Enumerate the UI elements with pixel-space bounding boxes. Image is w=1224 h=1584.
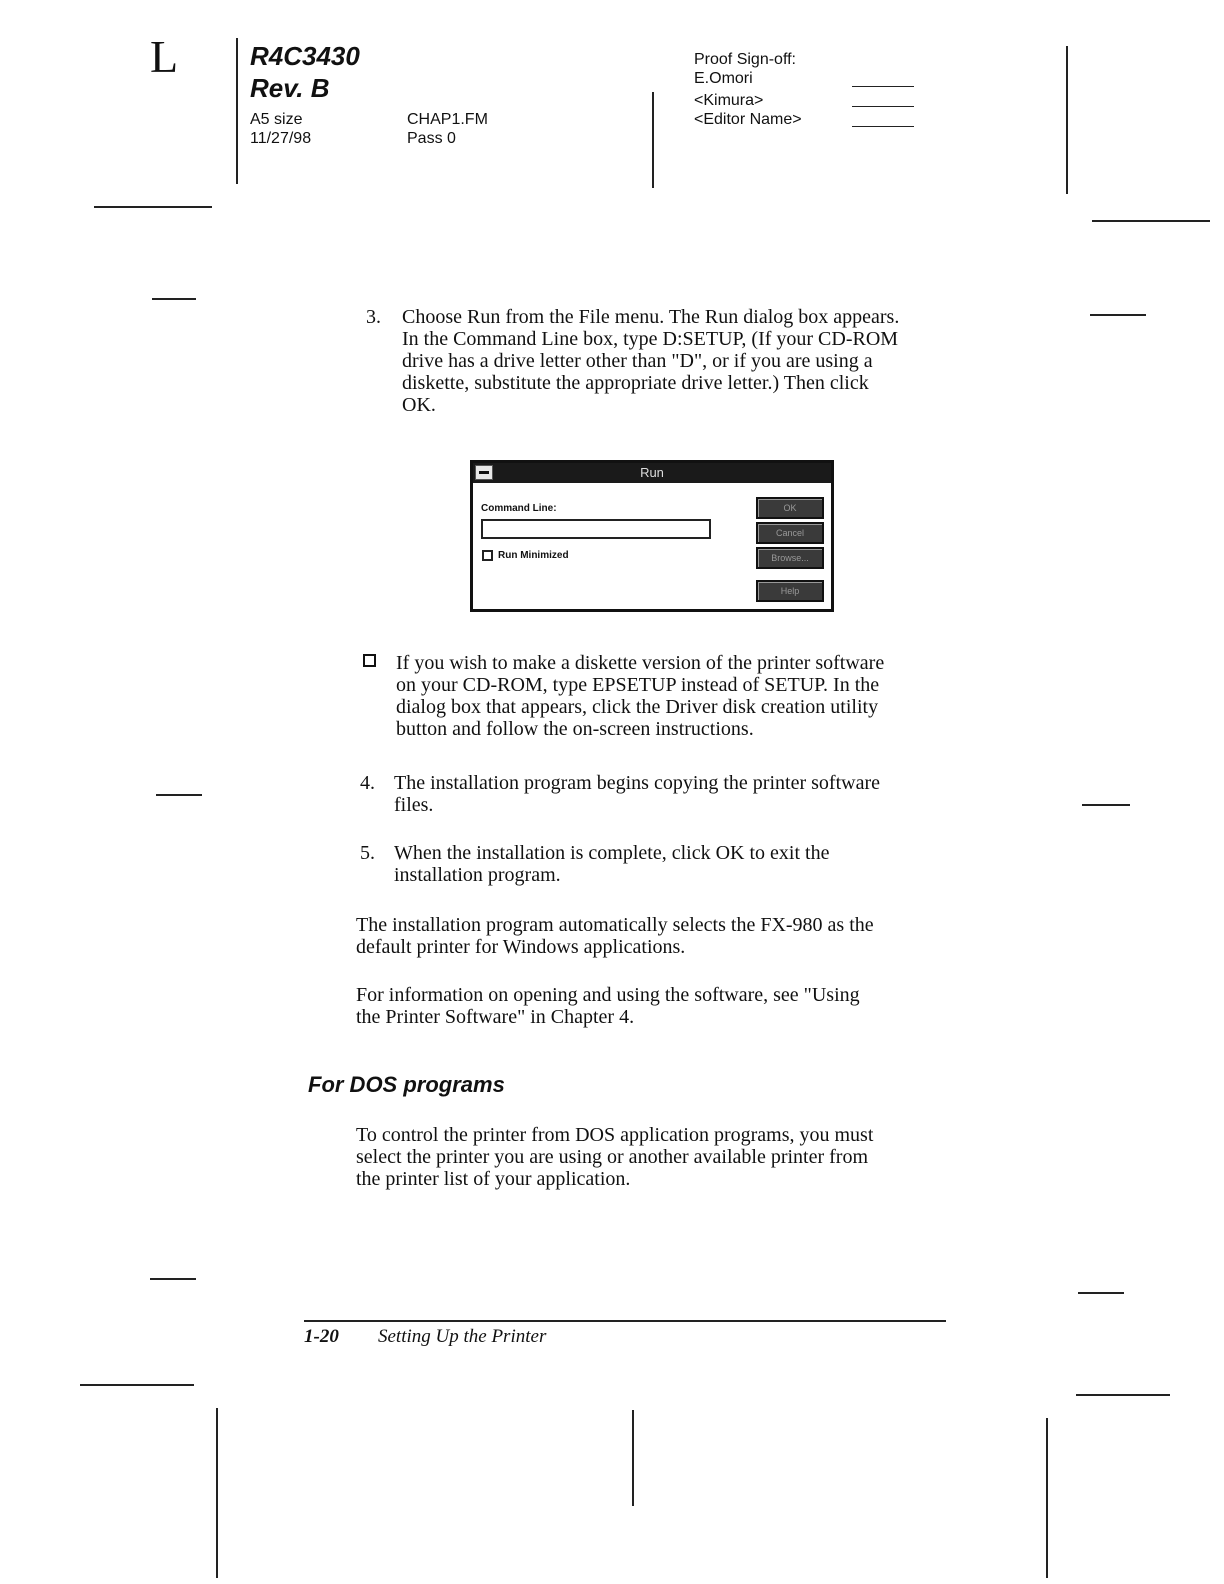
text-line: on your CD-ROM, type EPSETUP instead of SETUP. In the: [396, 674, 880, 696]
command-line-input[interactable]: [481, 519, 711, 539]
step-number: 4.: [360, 772, 375, 794]
margin-mark: [1082, 804, 1130, 806]
text-line: If you wish to make a diskette version of the printer software: [396, 652, 885, 674]
text-line: the printer list of your application.: [356, 1168, 631, 1190]
text-line: dialog box that appears, click the Driver disk creation utility: [396, 696, 879, 718]
run-dialog: [470, 460, 834, 612]
signoff-line-1: [852, 86, 914, 87]
text-line: default printer for Windows applications.: [356, 936, 686, 958]
dialog-title-bar: [473, 463, 831, 483]
header-divider-middle: [652, 92, 654, 188]
step-5: [360, 842, 960, 886]
checkbox-bullet-icon: [362, 652, 378, 674]
ok-button[interactable]: OK: [756, 497, 824, 519]
margin-mark: [150, 1278, 196, 1280]
text-line: To control the printer from DOS application programs, you must: [356, 1124, 874, 1146]
text-line: The installation program begins copying the printer software: [394, 772, 880, 794]
step-4: [360, 772, 960, 816]
dialog-title: Run: [640, 465, 664, 480]
crop-mark-vertical: [1046, 1418, 1048, 1578]
section-heading: For DOS programs: [308, 1072, 505, 1097]
text-line: installation program.: [394, 864, 561, 886]
step-number: 3.: [366, 306, 381, 328]
text-line: When the installation is complete, click OK to exit the: [394, 842, 830, 864]
text-line: OK.: [402, 394, 436, 416]
text-line: files.: [394, 794, 434, 816]
step-3: [366, 306, 966, 416]
text-line: Choose Run from the File menu. The Run dialog box appears.: [402, 306, 900, 328]
run-minimized-label: Run Minimized: [498, 550, 569, 561]
text-line: drive has a drive letter other than "D", or if you are using a: [402, 350, 873, 372]
signoff-line-3: [852, 126, 914, 127]
crop-mark: [94, 206, 212, 208]
text-line: select the printer you are using or another available printer from: [356, 1146, 869, 1168]
browse-button[interactable]: Browse...: [756, 547, 824, 569]
chapter-title: Setting Up the Printer: [378, 1326, 547, 1347]
text-line: For information on opening and using the software, see "Using: [356, 984, 860, 1006]
crop-mark-vertical: [216, 1408, 218, 1578]
proof-signoff-label: Proof Sign-off:: [694, 51, 796, 68]
header-divider-right: [1066, 46, 1068, 194]
model-number: R4C3430: [250, 41, 360, 71]
note-item: [362, 652, 962, 740]
margin-mark: [1078, 1292, 1124, 1294]
cancel-button[interactable]: Cancel: [756, 522, 824, 544]
paragraph-default-printer: [356, 914, 966, 958]
crop-mark: [80, 1384, 194, 1386]
pass-number: Pass 0: [407, 130, 456, 147]
command-line-label: Command Line:: [481, 503, 557, 514]
signer-3: <Editor Name>: [694, 111, 802, 128]
margin-mark: [152, 298, 196, 300]
margin-mark: [156, 794, 202, 796]
crop-mark-vertical: [632, 1410, 634, 1506]
header-divider-left: [236, 38, 238, 184]
help-button[interactable]: Help: [756, 580, 824, 602]
crop-mark: [1092, 220, 1210, 222]
margin-mark: [1090, 314, 1146, 316]
paragraph-using-software: [356, 984, 966, 1028]
crop-mark: [1076, 1394, 1170, 1396]
signer-2: <Kimura>: [694, 92, 764, 109]
footer-rule: [304, 1320, 946, 1322]
text-line: diskette, substitute the appropriate drive letter.) Then click: [402, 372, 869, 394]
text-line: The installation program automatically selects the FX-980 as the: [356, 914, 874, 936]
signer-1: E.Omori: [694, 70, 753, 87]
paper-size: A5 size: [250, 111, 303, 128]
run-minimized-checkbox[interactable]: [482, 550, 493, 561]
file-name: CHAP1.FM: [407, 111, 488, 128]
text-line: In the Command Line box, type D:SETUP, (If your CD-ROM: [402, 328, 899, 350]
step-number: 5.: [360, 842, 375, 864]
header-date: 11/27/98: [250, 130, 312, 147]
side-letter: L: [150, 31, 179, 82]
signoff-line-2: [852, 106, 914, 107]
page-number: 1-20: [304, 1326, 339, 1347]
paragraph-dos: [356, 1124, 966, 1190]
system-menu-icon[interactable]: [475, 465, 493, 480]
text-line: the Printer Software" in Chapter 4.: [356, 1006, 635, 1028]
revision: Rev. B: [250, 73, 330, 103]
text-line: button and follow the on-screen instructions.: [396, 718, 754, 740]
